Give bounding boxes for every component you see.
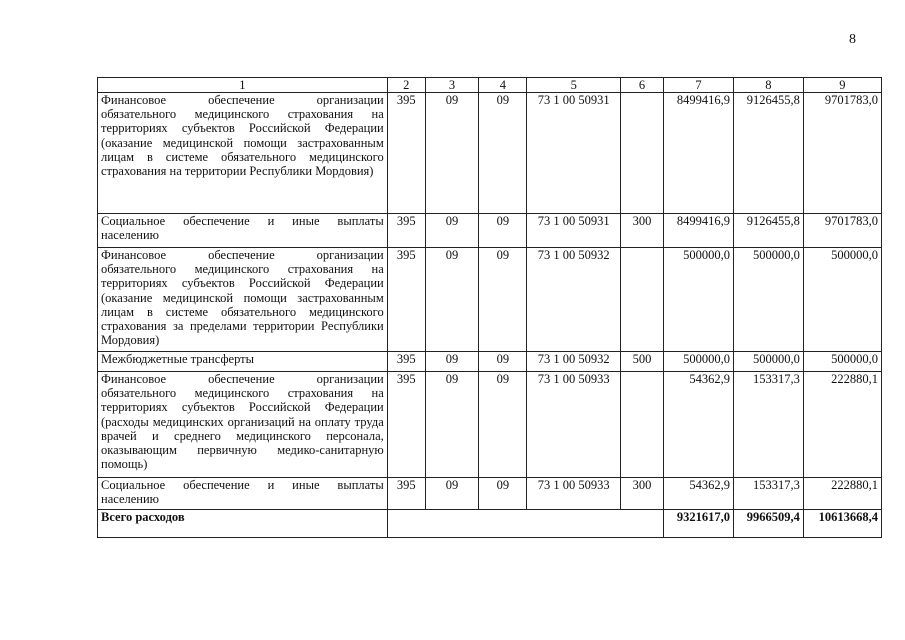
cell-col8: 153317,3 xyxy=(733,478,803,510)
cell-col8: 9126455,8 xyxy=(733,214,803,248)
cell-col3: 09 xyxy=(425,214,478,248)
cell-col4: 09 xyxy=(479,93,527,214)
cell-col3: 09 xyxy=(425,248,478,352)
table-row xyxy=(98,352,882,372)
cell-col5: 73 1 00 50932 xyxy=(527,352,621,372)
cell-col7: 54362,9 xyxy=(664,372,734,478)
cell-col4: 09 xyxy=(479,248,527,352)
cell-col5: 73 1 00 50931 xyxy=(527,214,621,248)
header-cell: 9 xyxy=(803,78,881,93)
cell-col6 xyxy=(620,93,663,214)
header-cell: 1 xyxy=(98,78,388,93)
table-row xyxy=(98,93,882,214)
cell-col9: 500000,0 xyxy=(803,248,881,352)
cell-col7: 8499416,9 xyxy=(664,93,734,214)
cell-col6 xyxy=(620,372,663,478)
cell-col7: 500000,0 xyxy=(664,248,734,352)
cell-col8: 500000,0 xyxy=(733,248,803,352)
cell-col6 xyxy=(620,248,663,352)
cell-col9: 9701783,0 xyxy=(803,214,881,248)
table-row xyxy=(98,478,882,510)
cell-col4: 09 xyxy=(479,214,527,248)
header-cell: 7 xyxy=(664,78,734,93)
cell-col8: 153317,3 xyxy=(733,372,803,478)
header-cell: 3 xyxy=(425,78,478,93)
cell-col7: 500000,0 xyxy=(664,352,734,372)
cell-col8: 500000,0 xyxy=(733,352,803,372)
total-row xyxy=(98,510,882,538)
total-col7: 9321617,0 xyxy=(664,510,734,538)
cell-col9: 500000,0 xyxy=(803,352,881,372)
page-number: 8 xyxy=(849,32,856,47)
cell-col2: 395 xyxy=(387,478,425,510)
header-cell: 5 xyxy=(527,78,621,93)
row-name: Социальное обеспечение и иные выплаты населению xyxy=(98,214,388,248)
cell-col4: 09 xyxy=(479,352,527,372)
cell-col2: 395 xyxy=(387,214,425,248)
cell-col3: 09 xyxy=(425,352,478,372)
cell-col5: 73 1 00 50933 xyxy=(527,372,621,478)
table-header-row xyxy=(98,78,882,93)
total-col9: 10613668,4 xyxy=(803,510,881,538)
cell-col5: 73 1 00 50932 xyxy=(527,248,621,352)
total-label: Всего расходов xyxy=(98,510,388,538)
cell-col7: 54362,9 xyxy=(664,478,734,510)
header-cell: 4 xyxy=(479,78,527,93)
row-name: Финансовое обеспечение организации обязательного медицинского страхования на территориях субъектов Российской Федерации (оказание медицинской помощи застрахованным лицам в системе обязательного медицинского страхования на территории Республики Мордовия) xyxy=(98,93,388,214)
total-empty-cell xyxy=(387,510,663,538)
table-row xyxy=(98,372,882,478)
cell-col6: 300 xyxy=(620,214,663,248)
total-col8: 9966509,4 xyxy=(733,510,803,538)
cell-col2: 395 xyxy=(387,93,425,214)
cell-col3: 09 xyxy=(425,93,478,214)
header-cell: 8 xyxy=(733,78,803,93)
cell-col6: 500 xyxy=(620,352,663,372)
cell-col9: 222880,1 xyxy=(803,478,881,510)
header-cell: 6 xyxy=(620,78,663,93)
cell-col6: 300 xyxy=(620,478,663,510)
row-name: Финансовое обеспечение организации обязательного медицинского страхования на территориях субъектов Российской Федерации (оказание медицинской помощи застрахованным лицам в системе обязательного медицинского страхования за пределами территории Республики Мордовия) xyxy=(98,248,388,352)
expenditure-table xyxy=(97,77,882,538)
cell-col4: 09 xyxy=(479,372,527,478)
cell-col5: 73 1 00 50933 xyxy=(527,478,621,510)
table-row xyxy=(98,248,882,352)
cell-col3: 09 xyxy=(425,478,478,510)
cell-col3: 09 xyxy=(425,372,478,478)
header-cell: 2 xyxy=(387,78,425,93)
cell-col2: 395 xyxy=(387,372,425,478)
row-name: Межбюджетные трансферты xyxy=(98,352,388,372)
cell-col9: 9701783,0 xyxy=(803,93,881,214)
table-row xyxy=(98,214,882,248)
cell-col9: 222880,1 xyxy=(803,372,881,478)
cell-col2: 395 xyxy=(387,352,425,372)
cell-col2: 395 xyxy=(387,248,425,352)
cell-col8: 9126455,8 xyxy=(733,93,803,214)
cell-col5: 73 1 00 50931 xyxy=(527,93,621,214)
row-name: Социальное обеспечение и иные выплаты населению xyxy=(98,478,388,510)
row-name: Финансовое обеспечение организации обязательного медицинского страхования на территориях субъектов Российской Федерации (расходы медицинских организаций на оплату труда врачей и среднего медицинского персонала, оказывающим первичную медико-санитарную помощь) xyxy=(98,372,388,478)
cell-col4: 09 xyxy=(479,478,527,510)
cell-col7: 8499416,9 xyxy=(664,214,734,248)
